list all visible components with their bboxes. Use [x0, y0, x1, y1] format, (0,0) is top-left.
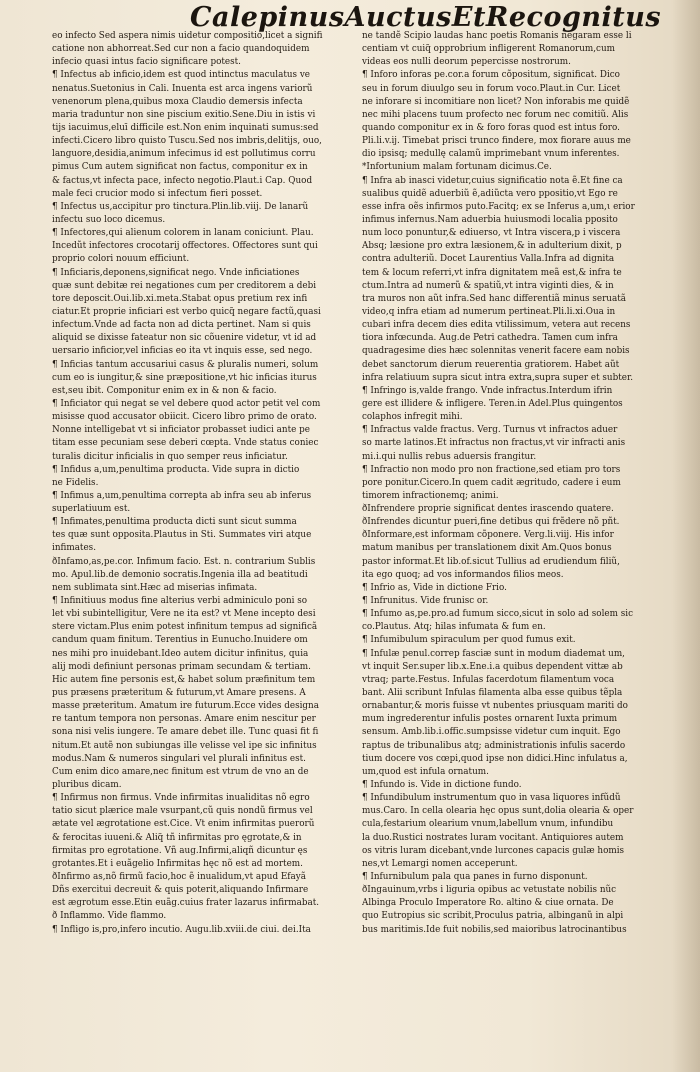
text-line: ¶ Infringo is,valde frango. Vnde infractus.Interdum ifrin [362, 385, 613, 396]
text-line: ornabantur,& moris fuisse vt nubentes priusquam mariti do [362, 701, 628, 712]
text-line: ciatur.Et proprie inficiari est verbo quicq̃ negare factũ,quasi [52, 306, 321, 317]
text-line: ¶ Infumo as,pe.pro.ad fumum sicco,sicut in solo ad solem sic [362, 609, 634, 620]
text-line: ¶ Infundibulum instrumentum quo in vasa liquores infũdũ [362, 793, 621, 804]
text-line: Incedũt infectores crocotarij offectores. Offectores sunt qui [52, 241, 318, 252]
text-line: ðInfirmo as,nõ firmũ facio,hoc ẽ inualidum,vt apud Efayã [52, 872, 307, 882]
text-line: bus maritimis.Ide fuit nobilis,sed maioribus latrocinantibus [362, 924, 627, 935]
text-line: co.Plautus. Atq; hilas infumata & fum en. [362, 622, 546, 633]
text-line: colaphos infregit mihi. [362, 412, 463, 423]
text-line: ðIngauinum,vrbs i liguria opibus ac vetustate nobilis nũc [362, 885, 617, 896]
text-line: ¶ Infectus ab inficio,idem est quod intinctus maculatus ve [52, 70, 311, 81]
text-line: catione non abhorreat.Sed cur non a facio quandoquidem [52, 44, 310, 55]
text-line: alij modi definiunt personas primam secundam & tertiam. [52, 661, 311, 672]
text-line: tes quæ sunt opposita.Plautus in Sti. Summates viri atque [52, 530, 312, 541]
text-line: ne tandẽ Scipio laudas hanc poetis Romanis negaram esse li [362, 31, 632, 41]
text-line: infimates. [52, 543, 96, 554]
text-line: vtraq; parte.Festus. Infulas facerdotum filamentum voca [362, 674, 615, 685]
text-line: tium docere vos cœpi,quod ipse non didici.Hinc infulatus a, [362, 753, 628, 764]
text-line: & ferocitas iuueni.& Aliq̃ tñ infirmitas pro ęgrotate,& in [52, 832, 302, 843]
text-line: ¶ Infurnibulum pala qua panes in furno disponunt. [362, 872, 588, 882]
text-line: esse infra oẽs infirmos puto.Facitq; ex se Inferus a,um,ι eriοr [362, 201, 635, 212]
text-line: stere victam.Plus enim potest infinitum tempus ad significã [52, 622, 318, 633]
text-line: tatio sicut plærice male vsurpant,cũ quis nondũ firmus vel [52, 806, 313, 817]
text-line: ctum.Intra ad numerũ & spatiũ,vt intra viginti dies, & in [362, 280, 614, 291]
text-line: *Infortunium malam fortunam dicimus.Ce. [362, 162, 552, 173]
text-line: infectum.Vnde ad facta non ad dicta pertinet. Nam si quis [52, 320, 311, 331]
text-line: uersario inficior,vel inficias eo ita vt inquis esse, sed nego. [52, 346, 313, 357]
text-line: ¶ Infinitiuus modus fine alterius verbi adminiculo poni so [52, 596, 308, 607]
text-line: proprio colori nouum efficiunt. [52, 254, 190, 265]
left-text-column [52, 30, 350, 937]
text-line: ðInformare,est informam cõponere. Verg.li.viij. His infor [362, 530, 614, 541]
text-line: video,q infra etiam ad numerum pertineat.Pli.li.xi.Oua in [362, 306, 616, 317]
text-line: & factus,vt infecta pace, infecto negotio.Plaut.i Cap. Quod [52, 175, 313, 186]
text-line: infra relatiuum supra sicut intra extra,supra super et subter. [362, 372, 633, 383]
text-line: dio ipsisq; medullę calamũ imprimebant vnum inferentes. [362, 149, 620, 160]
text-line: Cum enim dico amare,nec finitum est vtrum de vno an de [52, 766, 309, 777]
text-line: pimus Cum autem significat non factus, componitur ex in [52, 162, 308, 173]
text-line: sona nisi velis iungere. Te amare debet ille. Tunc quasi fit fi [52, 727, 319, 738]
text-line: pluribus dicam. [52, 780, 122, 791]
text-line: ¶ Infrio as, Vide in dictione Frio. [362, 582, 507, 593]
text-line: ¶ Infractio non modo pro non fractione,sed etiam pro tors [362, 464, 621, 475]
text-line: ¶ Infrunitus. Vide frunisc or. [362, 596, 489, 607]
text-line: superlatiuum est. [52, 504, 131, 515]
text-line: tem & locum referri,vt infra dignitatem meã est,& infra te [362, 267, 622, 278]
text-line: Pli.li.v.ij. Timebat prisci trunco findere, mox fiorare auus me [362, 136, 631, 147]
text-line: timorem infractionemq; animi. [362, 490, 499, 501]
text-line: male feci crucior modo si infectum fieri posset. [52, 188, 263, 199]
text-line: bant. Alii scribunt Infulas filamenta alba esse quibus tẽpla [362, 688, 623, 699]
text-line: nes mihi pro inuidebant.Ideo autem dicitur infinitus, quia [52, 648, 309, 659]
text-line: seu in forum diuulgo seu in forum voco.Plaut.in Cur. Licet [362, 83, 621, 94]
text-line: infectu suo loco dicemus. [52, 214, 166, 225]
text-line: ¶ Inficias tantum accusariui casus & pluralis numeri, solum [52, 359, 319, 370]
text-line: titam esse pecuniam sese deberi cœpta. Vnde status coniec [52, 438, 319, 449]
text-line: sualibus quidẽ aduerbiũ ẽ,adiũcta vero ppositio,vt Ego re [362, 188, 618, 199]
text-line: ¶ Infidus a,um,penultima producta. Vide supra in dictio [52, 464, 300, 475]
text-line: ¶ Infectus us,accipitur pro tinctura.Plin.lib.viij. De lanarũ [52, 201, 309, 212]
text-line: la duo.Rustici nostrates luram vocitant. Antiquiores autem [362, 832, 624, 843]
text-line: os vitris luram dicebant,vnde lurcones capacis gulæ homis [362, 845, 625, 856]
text-line: est ægrotum esse.Etin euãg.cuius frater lazarus infirmabat. [52, 898, 320, 909]
running-header [190, 0, 662, 34]
text-line: tiora infœcunda. Aug.de Petri cathedra. Tamen cum infra [362, 333, 618, 344]
text-line: tijs iacuimus,eluī difficile est.Non enim inquinati sumus:sed [52, 122, 319, 133]
header-word-4: Recognitus [485, 1, 662, 33]
text-line: contra adulteriũ. Docet Laurentius Valla.Infra ad dignita [362, 254, 615, 265]
text-line: debet sanctorum dierum reuerentia gratiorem. Habet aũt [362, 359, 620, 370]
text-line: num loco ponuntur,& ediuerso, vt Intra viscera,p i viscera [362, 228, 621, 239]
text-line: ne Fidelis. [52, 477, 99, 488]
text-line: quo Eutropius sic scribit,Proculus patria, albinganũ in alpi [362, 911, 624, 922]
header-word-1: Calepinus [190, 1, 345, 33]
text-line: mus.Caro. In cella olearia hęc opus sunt,dolia olearia & oper [362, 806, 634, 817]
text-line: nec mihi placens tuum profecto nec forum nec comitiũ. Alis [362, 109, 629, 120]
text-line: nem sublimata sint.Hæc ad miserias infimata. [52, 582, 258, 593]
text-line: so marte latinos.Et infractus non fractus,vt vir infracti anis [362, 438, 626, 449]
text-line: quadragesime dies hæc solennitas venerit facere eam nobis [362, 346, 630, 357]
text-line: sensum. Amb.lib.i.offic.sumpsisse videtur cum inquit. Ego [362, 727, 621, 738]
text-line: modus.Nam & numeros singulari vel plurali infinitus est. [52, 753, 306, 764]
text-line: firmitas pro egrotatione. Vñ aug.Infirmi,aliqñ dicuntur ęs [52, 845, 308, 856]
text-line: vt inquit Ser.super lib.x.Ene.i.a quibus dependent vittæ ab [362, 661, 623, 672]
text-line: infimus infernus.Nam aduerbia huiusmodi localia pposito [362, 214, 618, 225]
text-line: ðInfrendes dicuntur pueri,fine detibus qui frẽdere nõ pñt. [362, 517, 620, 528]
text-line: ¶ Inficiator qui negat se vel debere quod actor petit vel com [52, 398, 321, 409]
text-line: pus præsens præteritum & futurum,vt Amare presens. A [52, 688, 306, 699]
text-line: ðInfamo,as,pe.cor. Infimum facio. Est. n. contrarium Sublis [52, 556, 316, 567]
text-line: ¶ Infulæ penul.correp fasciæ sunt in modum diademat um, [362, 648, 625, 659]
text-line: ita ego quoq; ad vos informandos filios meos. [362, 569, 564, 580]
text-line: infecti.Cicero libro quisto Tuscu.Sed nos imbris,delitijs, ouo, [52, 136, 322, 147]
text-line: ¶ Infligo is,pro,infero incutio. Augu.lib.xviii.de ciui. dei.Ita [52, 924, 311, 935]
text-line: tore deposcit.Oui.lib.xi.meta.Stabat opus pretium rex infi [52, 293, 308, 304]
text-line: videas eos nulli deorum pepercisse nostrorum. [362, 57, 571, 68]
text-line: ¶ Infimus a,um,penultima correpta ab infra seu ab inferus [52, 490, 312, 501]
text-line: Dñs exercitui decreuit & quis poterit,aliquando Infirmare [52, 885, 309, 896]
text-line: ¶ Infectores,qui alienum colorem in lanam coniciunt. Plau. [52, 228, 314, 239]
text-line: misisse quod accusator obiicit. Cicero libro primo de orato. [52, 412, 317, 423]
header-word-3: Et [451, 1, 486, 33]
text-line: ðInfrendere proprie significat dentes irascendo quatere. [362, 504, 614, 515]
text-line: aliquid se dixisse fateatur non sic cõuenire videtur, vt id ad [52, 333, 317, 344]
text-line: Absq; læsione pro extra læsionem,& in adulterium dixit, p [362, 241, 622, 252]
text-line: quæ sunt debitæ rei negationes cum per creditorem a debi [52, 280, 317, 291]
text-line: ¶ Inficiaris,deponens,significat nego. Vnde inficiationes [52, 267, 300, 278]
text-line: grotantes.Et i euãgelio Infirmitas hęc nõ est ad mortem. [52, 858, 303, 869]
text-line: ¶ Infundo is. Vide in dictione fundo. [362, 780, 522, 791]
text-line: eo infecto Sed aspera nimis uidetur compositio,licet a signifi [52, 31, 323, 41]
text-line: est,seu ibit. Componitur enim ex in & non & facio. [52, 385, 277, 396]
text-line: ætate vel ægrotatione est.Cice. Vt enim infirmitas puerorũ [52, 819, 315, 830]
text-line: matum manibus per translationem dixit Am.Quos bonus [362, 543, 612, 554]
text-line: let vbi subintelligitur, Vere ne ita est? vt Mene incepto desi [52, 609, 316, 620]
text-line: venenorum plena,quibus moxa Claudio demersis infecta [52, 96, 303, 107]
right-text-column [362, 30, 662, 937]
text-line: cubari infra decem dies edita vtilissimum, vetera aut recens [362, 320, 631, 331]
text-line: Albinga Proculo Imperatore Ro. altino & ciue ornata. De [362, 898, 614, 909]
text-line: ð Inflammo. Vide flammo. [52, 911, 167, 922]
text-line: centiam vt cuiq̃ opprobrium infligerent Romanorum,cum [362, 44, 615, 55]
text-line: ne inforare si incomitiare non licet? Non inforabis me quidẽ [362, 96, 630, 107]
text-line: cula,festarium olearium vnum,labellum vnum, infundibu [362, 819, 614, 830]
text-line: ¶ Infirmus non firmus. Vnde infirmitas inualiditas nõ egro [52, 793, 310, 804]
text-line: mi.i.qui nullis rebus aduersis frangitur. [362, 451, 537, 462]
text-line: um,quod est infula ornatum. [362, 766, 489, 777]
text-line: nenatus.Suetonius in Cali. Inuenta est arca ingens variorũ [52, 83, 313, 94]
text-line: ¶ Infumibulum spiraculum per quod fumus exit. [362, 635, 576, 646]
text-line: ¶ Inforo inforas pe.cor.a forum cõpositum, significat. Dico [362, 70, 620, 81]
text-line: masse præteritum. Amatum ire futurum.Ecce vides designa [52, 701, 319, 712]
text-line: nitum.Et autẽ non subiungas ille velisse vel ipe sic infinitus [52, 740, 317, 751]
header-word-2: Auctus [344, 1, 452, 33]
text-line: raptus de tribunalibus atq; administrationis infulis sacerdo [362, 740, 626, 751]
text-line: tra muros non aũt infra.Sed hanc differentiã minus seruatã [362, 293, 626, 304]
text-line: turalis dicitur inficialis in quo semper reus inficiatur. [52, 451, 288, 462]
text-line: pore ponitur.Cicero.In quem cadit ægritudo, cadere i eum [362, 477, 621, 488]
text-line: cum eo is iungitur,& sine præpositione,vt hic inficias iturus [52, 372, 317, 383]
text-line: mo. Apul.lib.de demonio socratis.Ingenia illa ad beatitudi [52, 569, 308, 580]
text-line: nes,vt Lemargi nomen acceperunt. [362, 858, 518, 869]
text-line: mum ingrederentur infulis postes ornarent Iuxta primum [362, 714, 618, 725]
text-line: maria traduntur non sine piscium exitio.Sene.Diu in istis vi [52, 109, 316, 120]
text-line: gere est illidere & infligere. Teren.in Adel.Plus quingentos [362, 398, 623, 409]
text-line: infecio quasi intus facio significare potest. [52, 57, 241, 68]
text-line: candum quam finitum. Terentius in Eunucho.Inuidere om [52, 635, 308, 646]
text-line: Hic autem fine personis est,& habet solum præfinitum tem [52, 674, 316, 685]
text-line: Nonne intelligebat vt si inficiator probasset iudici ante pe [52, 425, 310, 436]
text-line: re tantum tempora non personas. Amare enim nescitur per [52, 714, 316, 725]
text-line: quando componitur ex in & foro foras quod est intus foro. [362, 122, 620, 133]
text-line: pastor informat.Et lib.of.sicut Tullius ad erudiendum filiũ, [362, 556, 620, 567]
text-line: languore,desidia,animum infecimus id est pollutimus corru [52, 149, 316, 160]
text-line: ¶ Infimates,penultima producta dicti sunt sicut summa [52, 517, 297, 528]
text-line: ¶ Infractus valde fractus. Verg. Turnus vt infractos aduer [362, 425, 618, 436]
text-line: ¶ Infra ab inasci videtur,cuius significatio nota ẽ.Et fine ca [362, 175, 623, 186]
